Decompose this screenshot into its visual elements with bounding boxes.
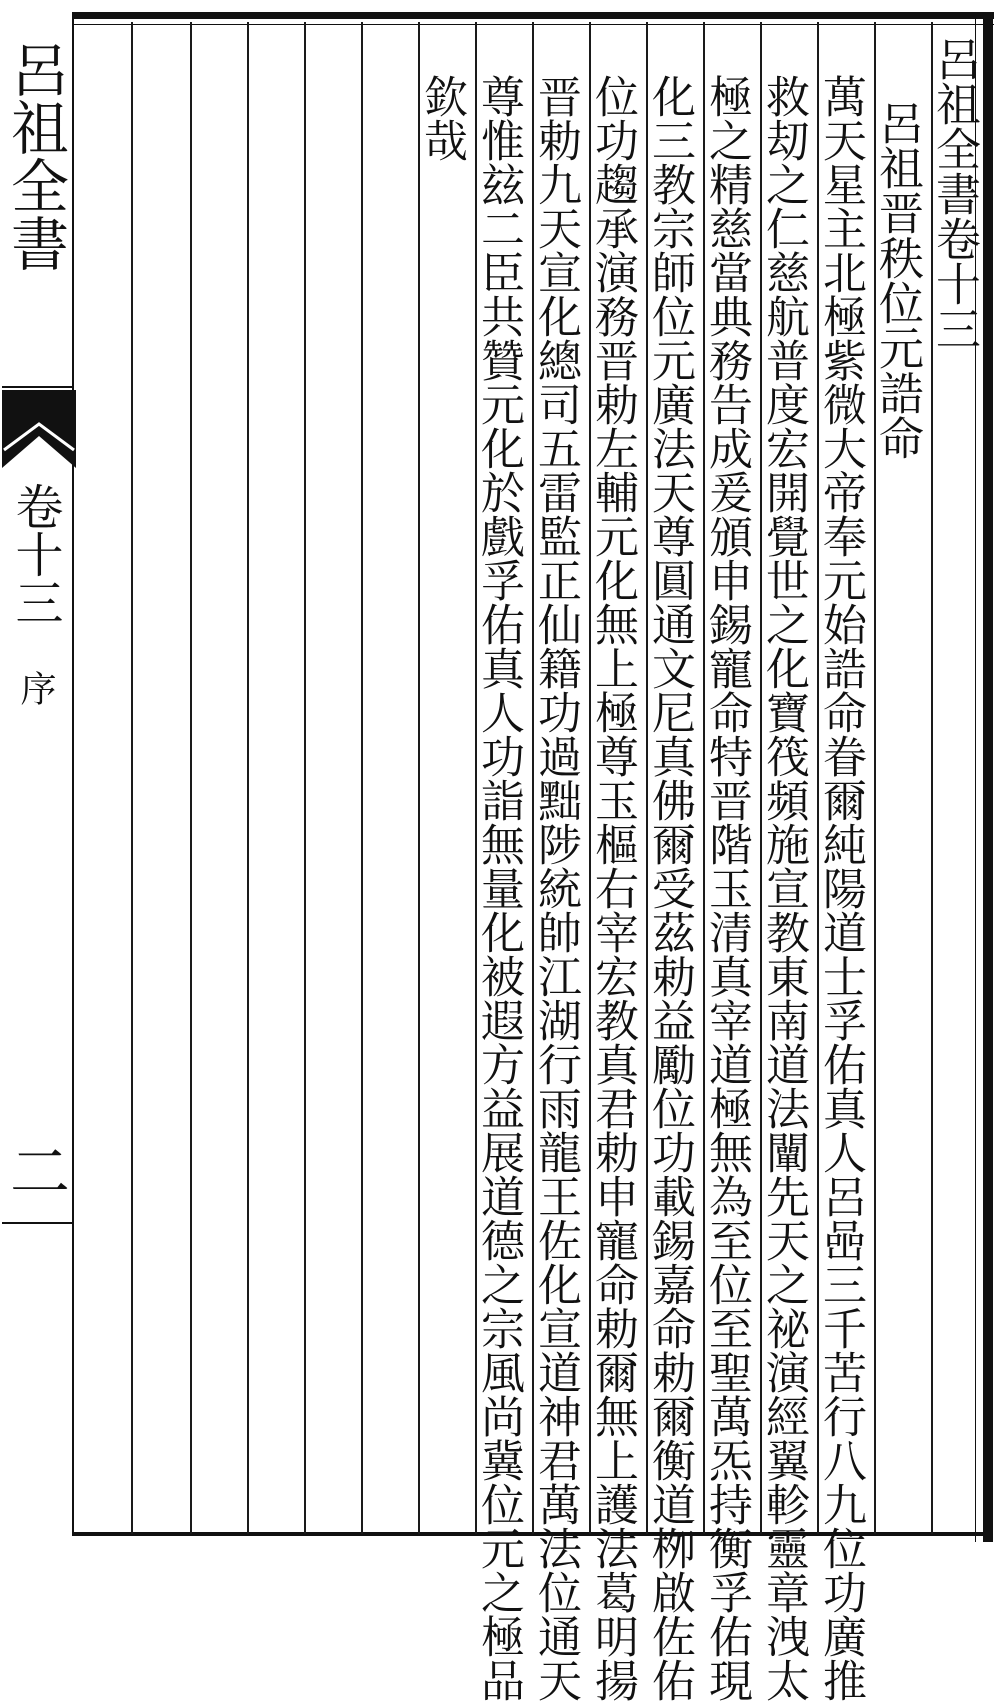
text-column-7: 尊惟玆二臣共贊元化於戲孚佑真人功詣無量化被遐方益展道德之宗風尚冀位元之極品: [473, 74, 524, 1702]
decree-title: 呂祖晋秩位元誥命: [871, 100, 924, 460]
frame-right-border: [983, 12, 993, 1542]
column-rule: [247, 22, 249, 1534]
text-column-4: 化三教宗師位元廣法天尊圓通文尼真佛爾受茲勅益勵位功載錫嘉命勅爾衡道栁啟佐佑: [644, 74, 695, 1702]
text-column-5: 位功趨承演務晋勅左輔元化無上極尊玉樞右宰宏教真君勅申寵命勅爾無上護法葛明揚: [587, 74, 638, 1702]
frame-top-border: [72, 12, 994, 19]
margin-page-number: 二: [0, 1140, 70, 1200]
volume-heading: 呂祖全書卷十三: [928, 36, 981, 351]
column-rule: [304, 22, 306, 1534]
column-rule: [418, 22, 420, 1534]
margin-book-title: 呂祖全書: [1, 40, 69, 272]
text-column-2: 救刧之仁慈航普度宏開覺世之化寶筏頻施宣教東南道法闡先天之祕演經翼軫靈章洩太: [758, 74, 809, 1702]
column-rule: [190, 22, 192, 1534]
column-rule: [131, 22, 133, 1534]
text-column-1: 萬天星主北極紫微大帝奉元始誥命眷爾純陽道士孚佑真人呂喦三千苦行八九位功廣推: [815, 74, 866, 1702]
text-column-3: 極之精慈當典務告成爰頒申錫寵命特晋階玉清真宰道極無為至位至聖萬炁持衡孚佑現: [701, 74, 752, 1702]
margin-section: 序: [15, 670, 56, 706]
frame-left-border: [72, 12, 74, 1536]
fish-tail-mark-icon: [2, 390, 76, 478]
closing-phrase: 欽哉: [416, 74, 467, 162]
margin-rule: [2, 1222, 74, 1224]
margin-rule: [2, 386, 74, 388]
column-rule: [361, 22, 363, 1534]
text-column-6: 晋勅九天宣化總司五雷監正仙籍功過黜陟統帥江湖行雨龍王佐化宣道神君萬法位通天: [530, 74, 581, 1702]
margin-volume: 卷十三: [7, 482, 63, 626]
